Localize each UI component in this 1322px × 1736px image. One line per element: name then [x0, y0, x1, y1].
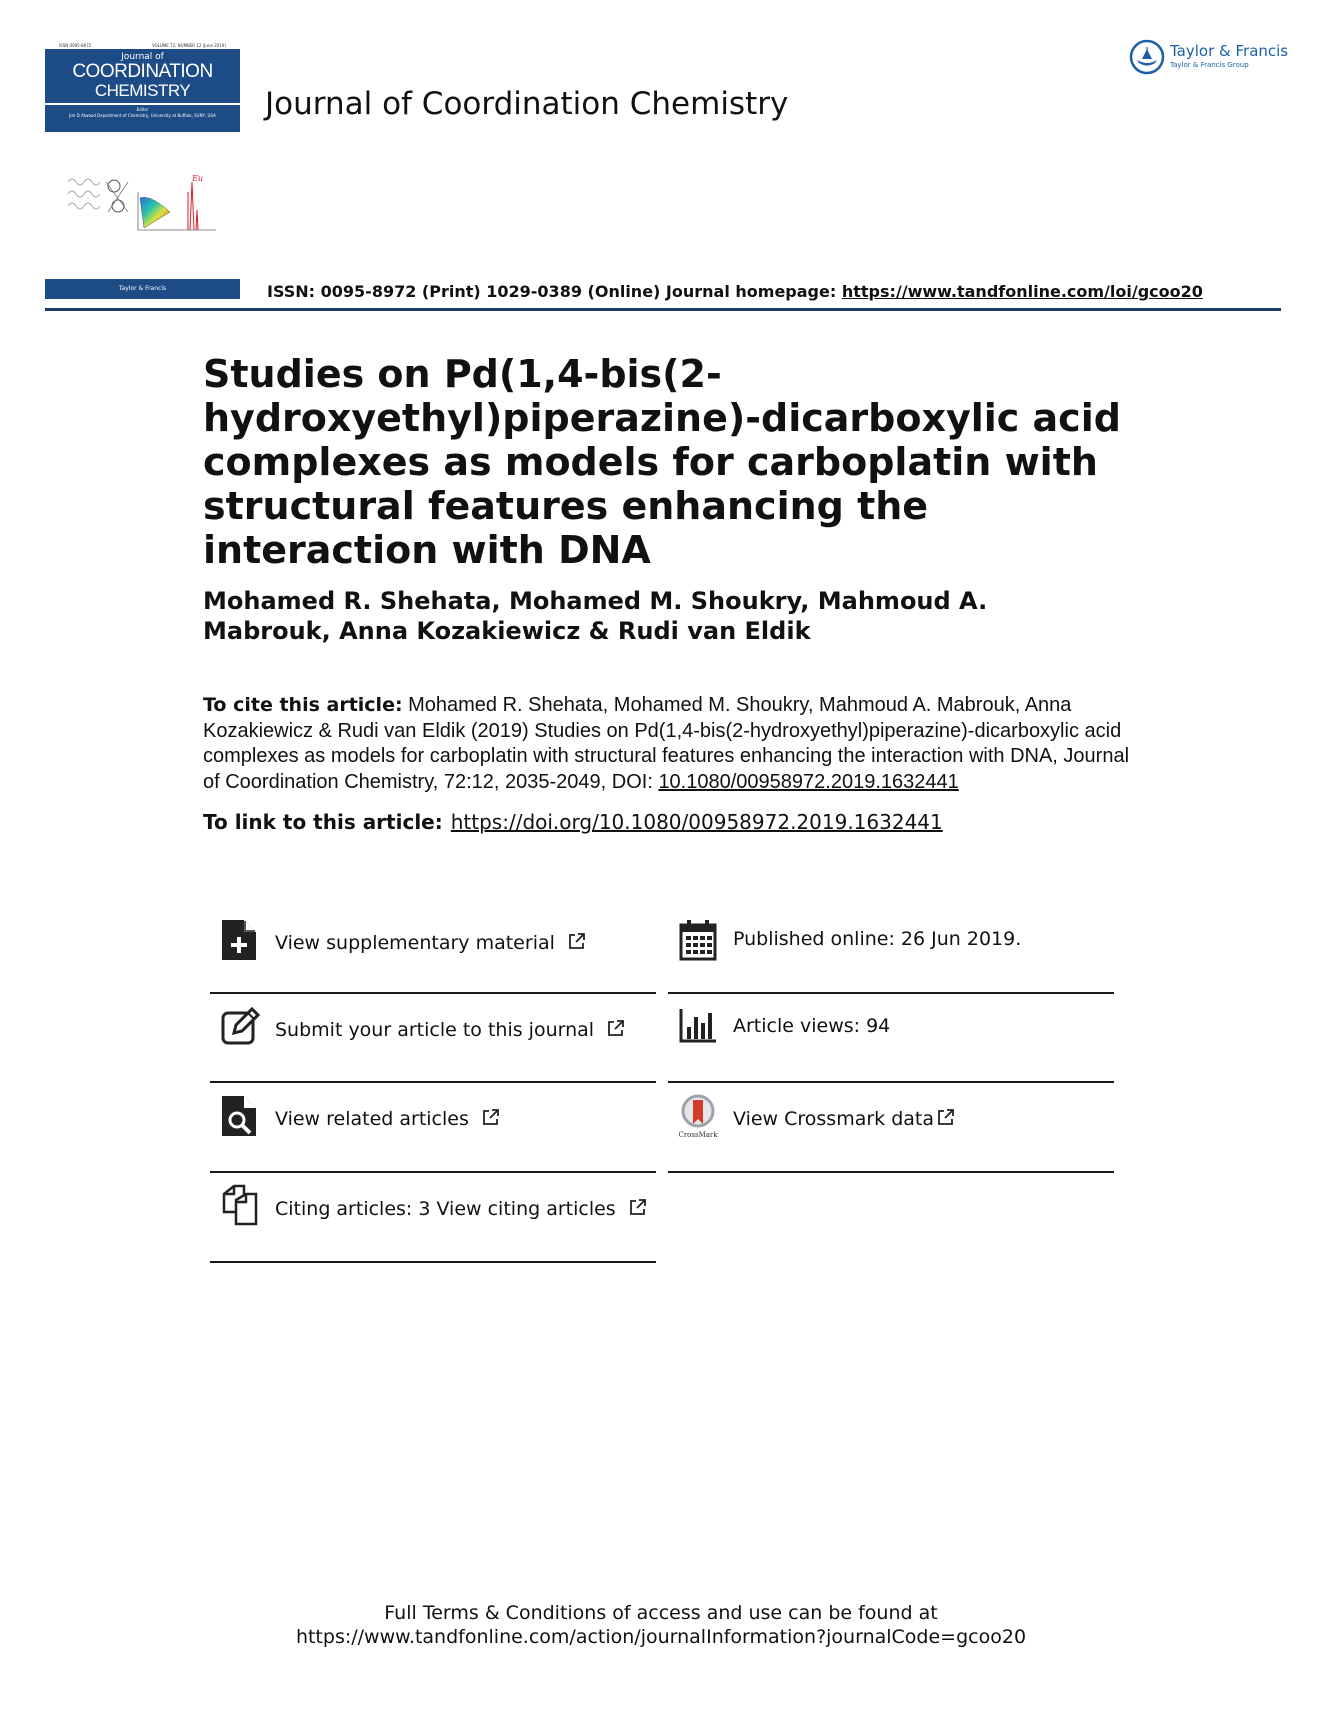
- grid-rule: [210, 1261, 656, 1263]
- cover-issn: ISSN 0095-8972: [59, 43, 92, 48]
- citing-label: Citing articles: 3 View citing articles: [275, 1198, 616, 1220]
- external-link-icon: [936, 1108, 955, 1127]
- published-online-item: [668, 918, 1114, 1008]
- journal-homepage-link[interactable]: https://www.tandfonline.com/loi/gcoo20: [841, 282, 1203, 301]
- publisher-name: Taylor & Francis: [1170, 42, 1289, 60]
- article-authors: Mohamed R. Shehata, Mohamed M. Shoukry, Mahmoud A. Mabrouk, Anna Kozakiewicz & Rudi van Eldik: [203, 587, 988, 645]
- grid-rule: [668, 1081, 1114, 1083]
- cover-top-strip: [45, 42, 240, 49]
- cite-label: To cite this article:: [203, 694, 403, 716]
- copy-documents-icon: [220, 1184, 260, 1228]
- grid-rule: [668, 1171, 1114, 1173]
- cite-doi-link[interactable]: 10.1080/00958972.2019.1632441: [658, 770, 959, 793]
- issn-line: [267, 282, 1203, 301]
- cover-footer: Taylor & Francis: [45, 279, 240, 299]
- publisher-subtitle: Taylor & Francis Group: [1170, 61, 1249, 69]
- cover-editor-text: Jim D Atwood Department of Chemistry, University at Buffalo, SUNY, USA: [69, 113, 216, 118]
- related-label: View related articles: [275, 1108, 469, 1130]
- calendar-icon: [678, 918, 718, 962]
- external-link-icon: [606, 1019, 625, 1038]
- cover-coordination: COORDINATION: [72, 61, 213, 82]
- taylor-francis-logo[interactable]: [1128, 38, 1288, 78]
- submit-label: Submit your article to this journal: [275, 1019, 595, 1041]
- cover-journal-of: Journal of: [121, 52, 164, 62]
- link-label: To link to this article:: [203, 810, 443, 834]
- grid-rule: [210, 1171, 656, 1173]
- cover-rule: [45, 103, 240, 105]
- grid-rule: [210, 992, 656, 994]
- grid-rule: [210, 1081, 656, 1083]
- external-link-icon: [481, 1108, 500, 1127]
- cover-artwork-graphic: [66, 172, 222, 234]
- taylor-francis-icon: [1128, 38, 1166, 76]
- cover-eu-label: Eu: [192, 174, 203, 183]
- grid-rule: [668, 992, 1114, 994]
- terms-line-1: Full Terms & Conditions of access and use can be found at: [384, 1602, 938, 1624]
- article-title: Studies on Pd(1,4-bis(2-hydroxyethyl)piperazine)-dicarboxylic acid complexes as models for carboplatin with structural features enhancing the interaction with DNA: [203, 352, 1121, 572]
- bar-chart-icon: [678, 1005, 718, 1049]
- cover-artwork: [66, 172, 222, 234]
- external-link-icon: [567, 932, 586, 951]
- issn-text: ISSN: 0095-8972 (Print) 1029-0389 (Online) Journal homepage:: [267, 282, 842, 301]
- citation-block: [203, 693, 1143, 795]
- header-rule: [45, 308, 1281, 311]
- terms-url[interactable]: https://www.tandfonline.com/action/journalInformation?journalCode=gcoo20: [295, 1626, 1027, 1648]
- crossmark-label: View Crossmark data: [733, 1108, 935, 1130]
- article-doi-link[interactable]: https://doi.org/10.1080/00958972.2019.1632441: [450, 810, 943, 834]
- cover-volume: VOLUME 72, NUMBER 12 (June 2019): [152, 43, 226, 48]
- cover-chemistry: CHEMISTRY: [94, 81, 191, 100]
- search-document-icon: [220, 1094, 260, 1138]
- link-line: [203, 810, 943, 834]
- crossmark-caption: CrossMark: [678, 1131, 718, 1138]
- supplementary-label: View supplementary material: [275, 932, 555, 954]
- cover-editor-label: Editor: [136, 107, 149, 112]
- published-label: Published online: 26 Jun 2019.: [733, 928, 1022, 950]
- crossmark-icon: [678, 1094, 718, 1138]
- add-document-icon: [220, 918, 260, 962]
- terms-footer: [0, 1601, 1322, 1649]
- supplementary-material-item[interactable]: [210, 918, 656, 1008]
- journal-title: Journal of Coordination Chemistry: [265, 86, 789, 122]
- cite-text: Mohamed R. Shehata, Mohamed M. Shoukry, Mahmoud A. Mabrouk, Anna Kozakiewicz & Rudi van Eldik (2019) Studies on Pd(1,4-bis(2-hydroxyethyl)piperazine)-dicarboxylic acid complexes as models for carboplatin with structural features enhancing the interaction with DNA, Journal of Coordination Chemistry, 72:12, 2035-2049, DOI:: [203, 694, 1130, 793]
- views-label: Article views: 94: [733, 1015, 891, 1037]
- journal-cover: [45, 42, 240, 132]
- external-link-icon: [628, 1198, 647, 1217]
- edit-icon: [220, 1005, 260, 1049]
